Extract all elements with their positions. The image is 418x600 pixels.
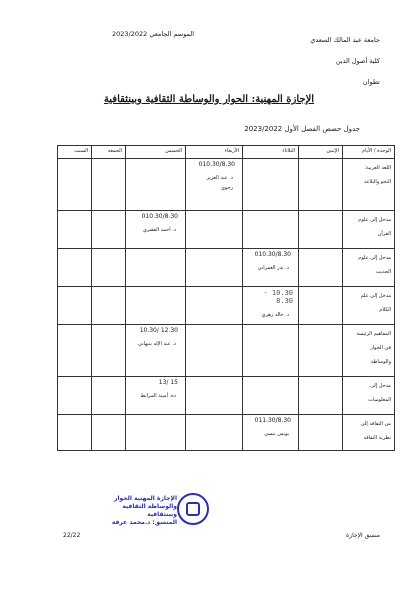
unit-label: المفاهيم الرئيسة (356, 331, 391, 337)
empty-cell (243, 325, 299, 377)
city-name: تطوان (362, 78, 380, 86)
table-row (58, 377, 395, 415)
session-time: 010.30/8.30 (254, 251, 291, 258)
empty-cell (58, 249, 92, 287)
empty-cell (92, 249, 126, 287)
empty-cell (92, 415, 126, 451)
empty-cell (126, 287, 186, 325)
unit-label: في الحوار (370, 345, 391, 351)
professor-name (189, 173, 239, 193)
empty-cell (58, 211, 92, 249)
professor-name (129, 339, 182, 349)
table-row (58, 211, 395, 249)
institution-header (270, 30, 380, 93)
unit-cell (343, 287, 395, 325)
professor-line: د. أحمد الفقيري (142, 227, 176, 233)
unit-label: مدخل إلى علم (360, 293, 391, 299)
university-seal-icon (177, 493, 209, 525)
session-cell (126, 211, 186, 249)
unit-label: القرآن (377, 231, 391, 237)
unit-label: من الثقافة إلى (360, 421, 391, 427)
professor-name (246, 310, 295, 320)
empty-cell (126, 249, 186, 287)
session-time: 12.30 /10.30 (139, 327, 178, 334)
empty-cell (186, 249, 243, 287)
stamp-text (93, 495, 177, 527)
session-time: 011.30/8.30 (254, 417, 291, 424)
official-stamp (93, 493, 213, 533)
empty-cell (299, 249, 343, 287)
session-time: 10.30 - 8.30 (263, 289, 293, 305)
column-header: الوحدة / الأيام (343, 146, 395, 159)
unit-label: الحديث (375, 269, 391, 275)
session-cell (126, 325, 186, 377)
column-header: السبت (58, 146, 92, 159)
professor-name (129, 225, 182, 235)
unit-label: مدخل إلى (370, 383, 391, 389)
empty-cell (186, 287, 243, 325)
empty-cell (92, 377, 126, 415)
empty-cell (58, 415, 92, 451)
empty-cell (243, 377, 299, 415)
empty-cell (299, 211, 343, 249)
empty-cell (58, 159, 92, 211)
unit-cell (343, 377, 395, 415)
table-row (58, 249, 395, 287)
unit-label: اللغة العربية: (364, 165, 391, 171)
coordinator-note: منسق الإجازة (346, 532, 380, 539)
professor-line: دة. أمينة المرابط (140, 393, 176, 399)
table-row (58, 287, 395, 325)
stamp-line: والوساطة الثقافية وبينثقافية (122, 503, 177, 518)
empty-cell (58, 377, 92, 415)
session-time: 15 /13 (158, 379, 178, 386)
empty-cell (299, 325, 343, 377)
unit-cell (343, 211, 395, 249)
session-cell (126, 377, 186, 415)
empty-cell (126, 415, 186, 451)
column-header: الخميس (126, 146, 186, 159)
empty-cell (58, 287, 92, 325)
table-row (58, 159, 395, 211)
unit-label: النحو والبلاغة (364, 179, 391, 185)
professor-line: د. عبد الإله بنبهاني (138, 341, 176, 347)
unit-label: مدخل إلى علوم (358, 255, 391, 261)
empty-cell (186, 211, 243, 249)
table-caption: جدول حصص الفصل الأول 2023/2022 (244, 125, 360, 133)
empty-cell (243, 159, 299, 211)
professor-name (129, 391, 182, 401)
empty-cell (126, 159, 186, 211)
unit-label: نظرية الثقافة (363, 435, 391, 441)
stamp-line: المنسق: د.محمد عرفة (111, 519, 177, 526)
unit-label: والوساطة (370, 359, 391, 365)
empty-cell (299, 159, 343, 211)
column-header: الأربعاء (186, 146, 243, 159)
session-cell (186, 159, 243, 211)
unit-cell (343, 325, 395, 377)
unit-cell (343, 415, 395, 451)
session-cell (243, 249, 299, 287)
empty-cell (299, 415, 343, 451)
empty-cell (243, 211, 299, 249)
column-header: الإثنين (299, 146, 343, 159)
empty-cell (299, 377, 343, 415)
university-name: جامعة عبد المالك السعدي (310, 36, 380, 44)
unit-label: مدخل إلى علوم (358, 217, 391, 223)
professor-name (246, 263, 295, 273)
faculty-name: كلية أصول الدين (335, 57, 380, 65)
professor-line: يونس بنسي (264, 431, 289, 437)
unit-label: الكلام (379, 307, 391, 313)
empty-cell (58, 325, 92, 377)
empty-cell (92, 287, 126, 325)
empty-cell (92, 211, 126, 249)
table-row (58, 415, 395, 451)
professor-line: د. بدر العمراني (257, 265, 289, 271)
stamp-line: الإجازة المهنية الحوار (113, 495, 177, 502)
empty-cell (186, 377, 243, 415)
table-row (58, 325, 395, 377)
column-header: الجمعة (92, 146, 126, 159)
empty-cell (299, 287, 343, 325)
empty-cell (186, 325, 243, 377)
empty-cell (92, 325, 126, 377)
session-cell (243, 415, 299, 451)
unit-cell (343, 159, 395, 211)
professor-line: رحوي (220, 185, 233, 191)
unit-cell (343, 249, 395, 287)
professor-line: د. خالد زهري (261, 312, 289, 318)
session-cell (243, 287, 299, 325)
schedule-body (58, 159, 395, 451)
table-header-row (58, 146, 395, 159)
session-time: 010.30/8.30 (141, 213, 178, 220)
professor-name (246, 429, 295, 439)
session-time: 010.30/8.30 (198, 161, 235, 168)
empty-cell (92, 159, 126, 211)
empty-cell (186, 415, 243, 451)
column-header: الثلاثاء (243, 146, 299, 159)
unit-label: المعلوميات (368, 397, 391, 403)
document-title: الإجازة المهنية: الحوار والوساطة الثقافية وبينثقافية (103, 94, 315, 105)
professor-line: د. عبد العزيز (206, 175, 233, 181)
page-number: 22/22 (63, 532, 81, 539)
schedule-table (57, 145, 395, 451)
academic-year: الموسم الجامعي 2023/2022 (112, 30, 195, 38)
